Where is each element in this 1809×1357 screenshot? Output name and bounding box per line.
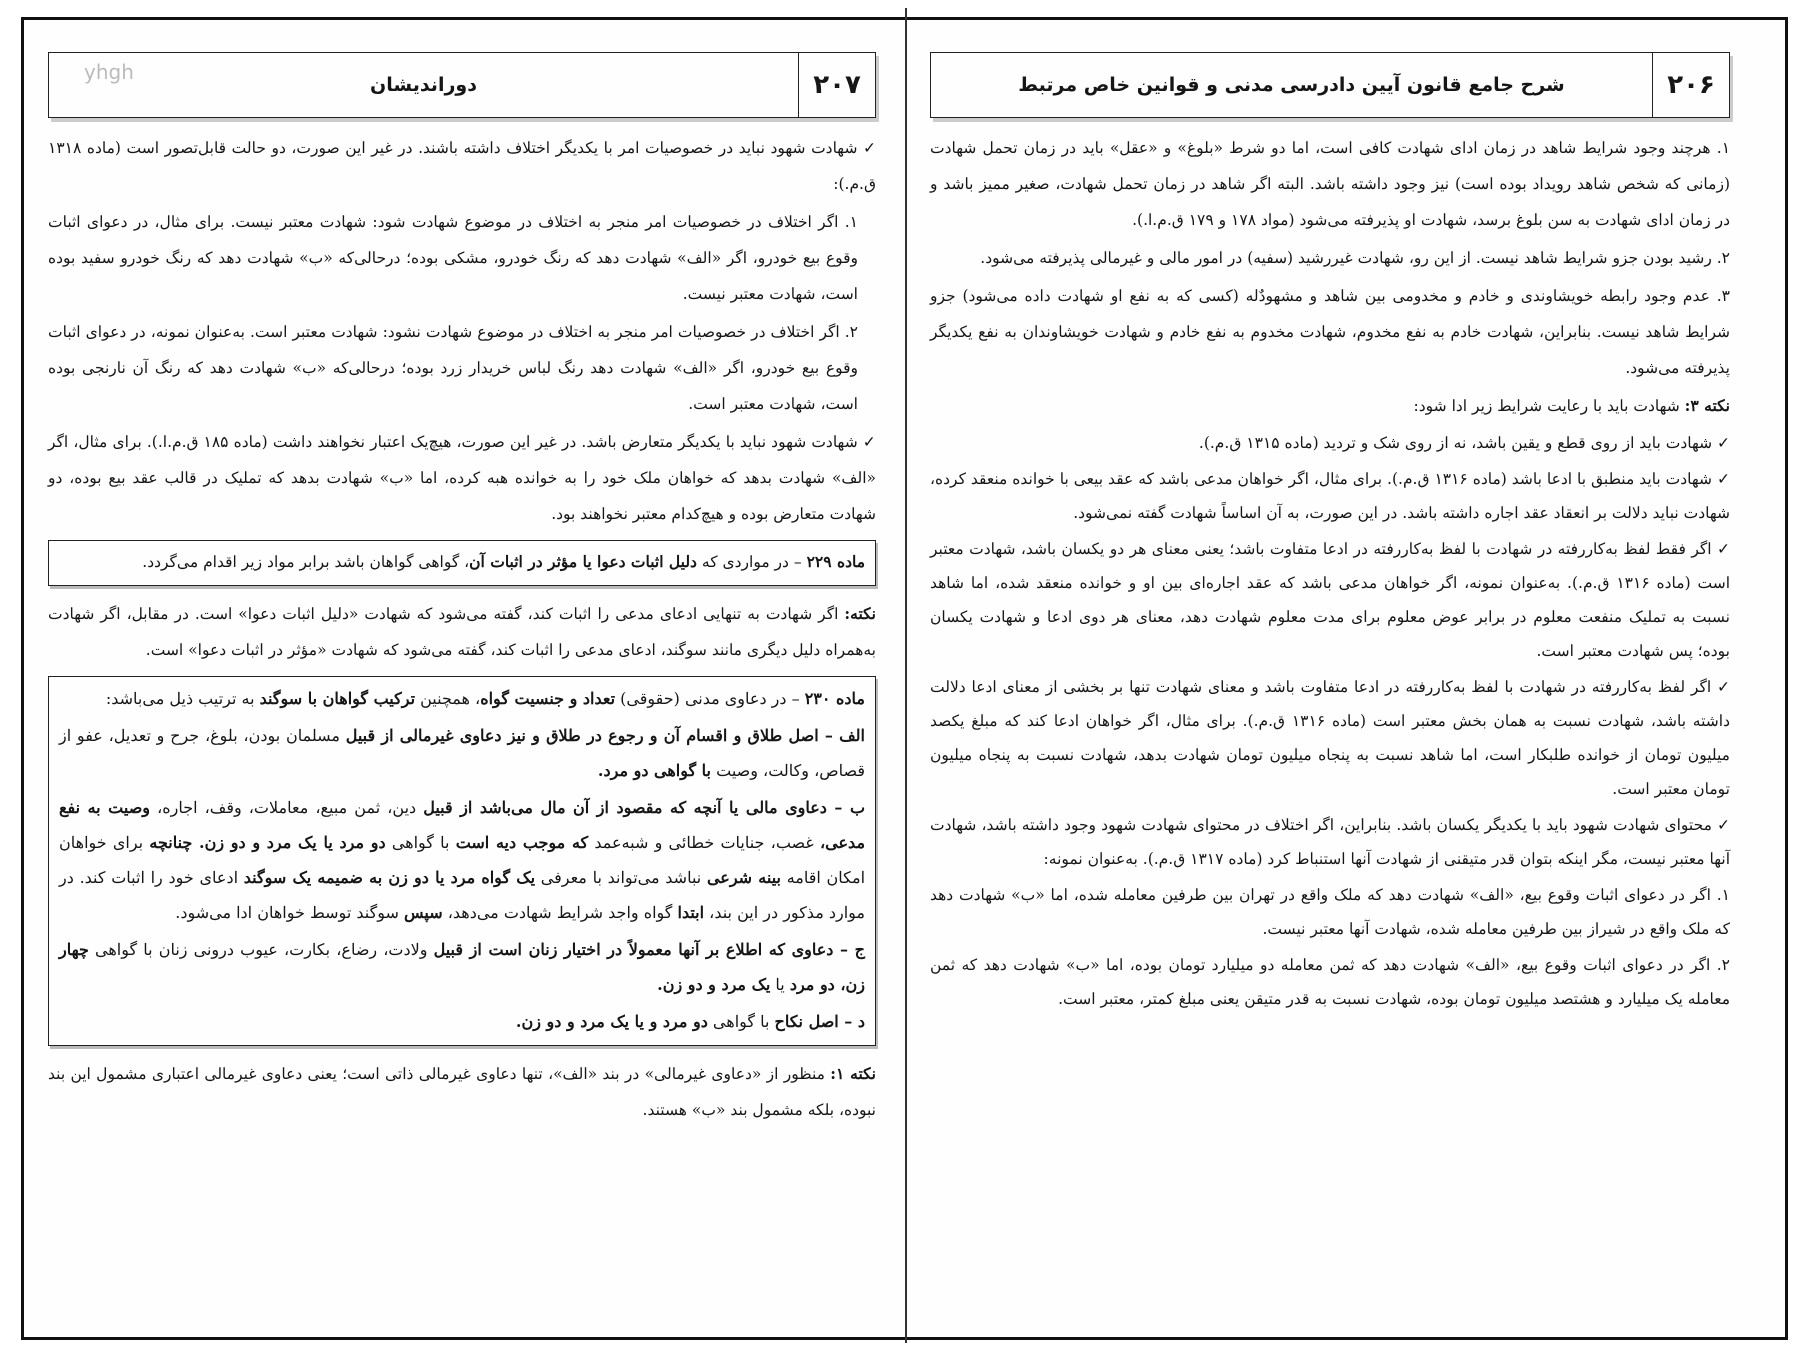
check-item: ✓ شهادت باید منطبق با ادعا باشد (ماده ۱۳۱۶ ق.م.). برای مثال، اگر خواهان مدعی باشد که عقد بیعی با خوانده منعقد کرده، شهادت نباید دلالت بر انعقاد عقد اجاره داشته باشد. در این صورت، به آن اساساً شهادت گفته نمی‌شود. — [930, 470, 1731, 522]
watermark: yhgh — [84, 60, 134, 84]
check-item: ✓ محتوای شهادت شهود باید با یکدیگر یکسان باشد. بنابراین، اگر اختلاف در محتوای شهادت شهود وجود داشته باشد، شهادت آنها معتبر نیست، مگر اینکه بتوان قدر متیقنی از شهادت آنها استنباط کرد (ماده ۱۳۱۷ ق.م.). به‌عنوان نمونه: — [930, 816, 1730, 868]
page-206 — [930, 52, 1730, 1018]
note-3: نکته ۳: شهادت باید با رعایت شرایط زیر ادا شود: — [1413, 396, 1730, 415]
paragraph: ۲. اگر اختلاف در خصوصیات امر منجر به اختلاف در موضوع شهادت نشود: شهادت معتبر است. به‌عنوان نمونه، در دعوای اثبات وقوع بیع خودرو، اگر «الف» شهادت دهد رنگ لباس خریدار زرد بوده؛ درحالی‌که «ب» شهادت دهد که رنگ آن نارنجی بوده است، شهادت معتبر است. — [48, 323, 858, 413]
check-item: ✓ اگر فقط لفظ به‌کاررفته در شهادت با لفظ به‌کاررفته در ادعا متفاوت باشد؛ یعنی معنای هر دو یکسان باشد، شهادت معتبر است (ماده ۱۳۱۶ ق.م.). به‌عنوان نمونه، اگر خواهان مدعی باشد که عقد اجاره‌ای بین او و خوانده منعقد شده، اما شاهد نسبت به تملیک منفعت معلوم در برابر عوض معلوم برای مدت معلوم شهادت دهد، معنای هر دوی ادعا و شهادت یکسان بوده؛ پس شهادت معتبر است. — [930, 540, 1730, 660]
page-number: ۲۰۷ — [798, 53, 875, 117]
note-1: نکته ۱: منظور از «دعاوی غیرمالی» در بند «الف»، تنها دعاوی غیرمالی ذاتی است؛ یعنی دعاوی غیرمالی اعتباری مشمول این بند نبوده، بلکه مشمول بند «ب» هستند. — [48, 1064, 876, 1119]
article-230-be: ب – دعاوی مالی یا آنچه که مقصود از آن مال می‌باشد از قبیل دین، ثمن مبیع، معاملات، وقف، اجاره، وصیت به نفع مدعی، غصب، جنایات خطائی و شبه‌عمد که موجب دیه است با گواهی دو مرد یا یک مرد و دو زن. چنانچه برای خواهان امکان اقامه بینه شرعی نباشد می‌تواند با معرفی یک گواه مرد یا دو زن به ضمیمه یک سوگند ادعای خود را اثبات کند. در موارد مذکور در این بند، ابتدا گواه واجد شرایط شهادت می‌دهد، سپس سوگند توسط خواهان ادا می‌شود. — [59, 798, 866, 922]
article-230-jim: ج – دعاوی که اطلاع بر آنها معمولاً در اختیار زنان است از قبیل ولادت، رضاع، بکارت، عیوب درونی زنان با گواهی چهار زن، دو مرد یا یک مرد و دو زن. — [59, 940, 866, 994]
article-230-box — [48, 676, 876, 1046]
article-230-dal: د – اصل نکاح با گواهی دو مرد و یا یک مرد و دو زن. — [515, 1012, 865, 1031]
example-item: ۱. اگر در دعوای اثبات وقوع بیع، «الف» شهادت دهد که ملک واقع در تهران بین طرفین معامله شده، اما «ب» شهادت دهد که ملک واقع در شیراز بین طرفین معامله شده، شهادت آنها معتبر نیست. — [930, 886, 1730, 938]
paragraph: ۱. هرچند وجود شرایط شاهد در زمان ادای شهادت کافی است، اما دو شرط «بلوغ» و «عقل» باید در زمان تحمل شهادت (زمانی که شخص شاهد رویداد بوده است) نیز وجود داشته باشد. البته اگر شاهد در زمان تحمل شهادت، صغیر ممیز باشد و در زمان ادای شهادت به سن بلوغ برسد، شهادت او پذیرفته می‌شود (مواد ۱۷۸ و ۱۷۹ ق.م.ا.). — [930, 139, 1731, 229]
article-229: ماده ۲۲۹ – در مواردی که دلیل اثبات دعوا یا مؤثر در اثبات آن، گواهی گواهان باشد برابر مواد زیر اقدام می‌گردد. — [142, 552, 865, 571]
book-spine — [905, 8, 907, 1343]
paragraph: ۳. عدم وجود رابطه خویشاوندی و خادم و مخدومی بین شاهد و مشهودٌله (کسی که به نفع او شهادت داده می‌شود) جزو شرایط شاهد نیست. بنابراین، شهادت خادم به نفع مخدوم، شهادت مخدوم به نفع خادم و شهادت خویشاوندان به نفع یکدیگر پذیرفته می‌شود. — [930, 287, 1730, 377]
paragraph: ۲. رشید بودن جزو شرایط شاهد نیست. از این رو، شهادت غیررشید (سفیه) در امور مالی و غیرمالی پذیرفته می‌شود. — [980, 249, 1730, 267]
header-title: دوراندیشان — [370, 74, 477, 96]
page-number: ۲۰۶ — [1652, 53, 1729, 117]
paragraph: ✓ شهادت شهود نباید در خصوصیات امر با یکدیگر اختلاف داشته باشند. در غیر این صورت، دو حالت قابل‌تصور است (ماده ۱۳۱۸ ق.م.): — [48, 139, 876, 193]
article-230-intro: ماده ۲۳۰ – در دعاوی مدنی (حقوقی) تعداد و جنسیت گواه، همچنین ترکیب گواهان با سوگند به ترتیب ذیل می‌باشد: — [105, 689, 865, 708]
article-230-alef: الف – اصل طلاق و اقسام آن و رجوع در طلاق و نیز دعاوی غیرمالی از قبیل مسلمان بودن، بلوغ، جرح و تعدیل، عفو از قصاص، وکالت، وصیت با گواهی دو مرد. — [59, 726, 865, 780]
check-item: ✓ اگر لفظ به‌کاررفته در شهادت با لفظ به‌کاررفته در ادعا متفاوت باشد و معنای شهادت تنها بر بخشی از معنای ادعا دلالت داشته باشد، شهادت نسبت به همان بخش معتبر است (ماده ۱۳۱۶ ق.م.). برای مثال، اگر خواهان ادعا کند که مبلغ یکصد میلیون تومان از خوانده طلبکار است، اما شاهد نسبت به پنجاه میلیون تومان شهادت بدهد، شهادت نسبت به پنجاه میلیون تومان معتبر است. — [930, 678, 1730, 798]
page-header — [48, 52, 876, 118]
example-item: ۲. اگر در دعوای اثبات وقوع بیع، «الف» شهادت دهد که ثمن معامله دو میلیارد تومان بوده، اما «ب» شهادت دهد که ثمن معامله یک میلیارد و هشتصد میلیون تومان بوده، شهادت نسبت به قدر متیقن یعنی مبلغ کمتر، معتبر است. — [930, 956, 1730, 1008]
article-229-box — [48, 540, 876, 586]
header-title: شرح جامع قانون آیین دادرسی مدنی و قوانین خاص مرتبط — [1018, 74, 1565, 96]
page-207 — [48, 52, 876, 1130]
paragraph: ✓ شهادت شهود نباید با یکدیگر متعارض باشد. در غیر این صورت، هیچ‌یک اعتبار نخواهند داشت (ماده ۱۸۵ ق.م.ا.). برای مثال، اگر «الف» شهادت بدهد که خواهان ملک خود را به خوانده هبه کرده، اما «ب» شهادت بدهد که تملیک در قالب عقد بیع بوده، دو شهادت متعارض بوده و هیچ‌کدام معتبر نخواهند بود. — [48, 433, 876, 523]
note-229: نکته: اگر شهادت به تنهایی ادعای مدعی را اثبات کند، گفته می‌شود که شهادت «دلیل اثبات دعوا» است. در مقابل، اگر شهادت به‌همراه دلیل دیگری مانند سوگند، ادعای مدعی را اثبات کند، گفته می‌شود که شهادت «مؤثر در اثبات دعوا» است. — [48, 604, 876, 659]
page-header — [930, 52, 1730, 118]
paragraph: ۱. اگر اختلاف در خصوصیات امر منجر به اختلاف در موضوع شهادت شود: شهادت معتبر نیست. برای مثال، در دعوای اثبات وقوع بیع خودرو، اگر «الف» شهادت دهد که رنگ خودرو، مشکی بوده؛ درحالی‌که «ب» شهادت دهد که رنگ خودرو سفید بوده است، شهادت معتبر نیست. — [48, 213, 858, 303]
check-item: ✓ شهادت باید از روی قطع و یقین باشد، نه از روی شک و تردید (ماده ۱۳۱۵ ق.م.). — [1198, 434, 1730, 452]
